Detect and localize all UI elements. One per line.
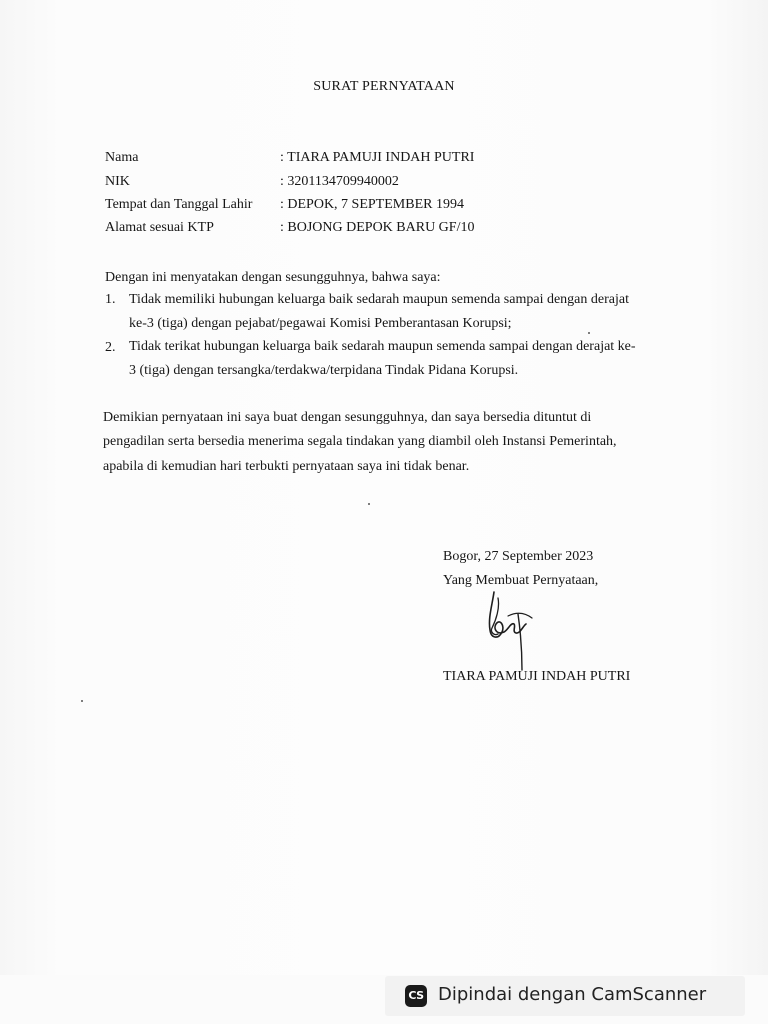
field-value: : TIARA PAMUJI INDAH PUTRI <box>280 150 475 165</box>
field-label: Tempat dan Tanggal Lahir <box>105 197 253 212</box>
field-value: : BOJONG DEPOK BARU GF/10 <box>280 220 475 235</box>
scan-speck <box>368 503 370 505</box>
list-item-line: Tidak memiliki hubungan keluarga baik sedarah maupun semenda sampai dengan derajat <box>129 292 629 307</box>
camscanner-watermark <box>385 976 745 1016</box>
field-label: Nama <box>105 150 139 165</box>
closing-line: Demikian pernyataan ini saya buat dengan sesungguhnya, dan saya bersedia dituntut di <box>103 410 592 425</box>
handwritten-signature <box>478 588 538 672</box>
camscanner-logo-icon: CS <box>405 985 427 1007</box>
list-item-line: 3 (tiga) dengan tersangka/terdakwa/terpidana Tindak Pidana Korupsi. <box>129 363 519 378</box>
field-label: NIK <box>105 174 130 189</box>
closing-line: apabila di kemudian hari terbukti pernyataan saya ini tidak benar. <box>103 459 470 474</box>
field-value: : 3201134709940002 <box>280 174 399 189</box>
scan-speck <box>81 700 83 702</box>
field-value: : DEPOK, 7 SEPTEMBER 1994 <box>280 197 464 212</box>
field-label: Alamat sesuai KTP <box>105 220 214 235</box>
list-item-line: ke-3 (tiga) dengan pejabat/pegawai Komisi Pemberantasan Korupsi; <box>129 316 512 331</box>
place-date: Bogor, 27 September 2023 <box>443 549 594 564</box>
document-title: SURAT PERNYATAAN <box>313 79 455 94</box>
signer-caption: Yang Membuat Pernyataan, <box>443 573 599 588</box>
signer-name: TIARA PAMUJI INDAH PUTRI <box>443 669 631 684</box>
list-number: 1. <box>105 292 116 307</box>
list-number: 2. <box>105 340 116 355</box>
list-item-line: Tidak terikat hubungan keluarga baik sedarah maupun semenda sampai dengan derajat ke- <box>129 339 636 354</box>
closing-line: pengadilan serta bersedia menerima segala tindakan yang diambil oleh Instansi Pemerintah, <box>103 434 617 449</box>
scan-speck <box>588 332 590 334</box>
intro-statement: Dengan ini menyatakan dengan sesungguhnya, bahwa saya: <box>105 270 441 285</box>
camscanner-label: Dipindai dengan CamScanner <box>438 984 707 1005</box>
